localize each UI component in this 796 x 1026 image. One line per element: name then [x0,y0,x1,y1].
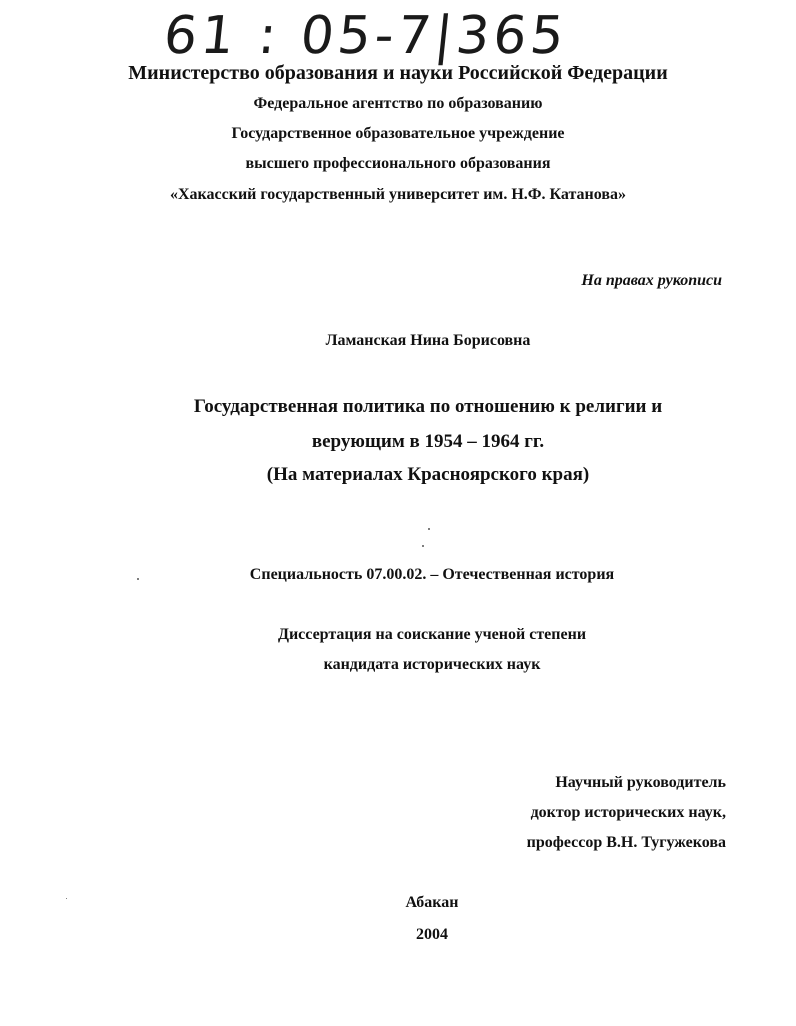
city: Абакан [405,894,459,911]
university-name: «Хакасский государственный университет им. Н.Ф. Катанова» [170,186,626,203]
degree-line-1: Диссертация на соискание ученой степени [277,626,587,643]
handwritten-archive-code: 61 : 05-7|365 [160,6,571,66]
institution-line-1: Государственное образовательное учреждение [231,125,565,142]
degree-line-2: кандидата исторических наук [323,656,541,673]
agency-heading: Федеральное агентство по образованию [253,95,543,112]
institution-line-2: высшего профессионального образования [245,155,551,172]
supervisor-degree: доктор исторических наук, [530,804,726,821]
scan-speck [66,898,67,899]
supervisor-name: профессор В.Н. Тугужекова [526,834,726,851]
scan-speck [137,578,139,580]
ministry-heading: Министерство образования и науки Российской Федерации [128,62,668,84]
thesis-title-line-2: верующим в 1954 – 1964 гг. [311,431,545,452]
scan-speck [422,545,424,547]
thesis-title-line-1: Государственная политика по отношению к религии и [193,396,663,417]
author-name: Ламанская Нина Борисовна [325,332,531,349]
year: 2004 [416,926,448,943]
thesis-title-line-3: (На материалах Красноярского края) [266,464,590,485]
specialty: Специальность 07.00.02. – Отечественная история [249,566,615,583]
manuscript-note: На правах рукописи [581,272,722,289]
supervisor-role: Научный руководитель [555,774,726,791]
scan-speck [428,528,430,530]
